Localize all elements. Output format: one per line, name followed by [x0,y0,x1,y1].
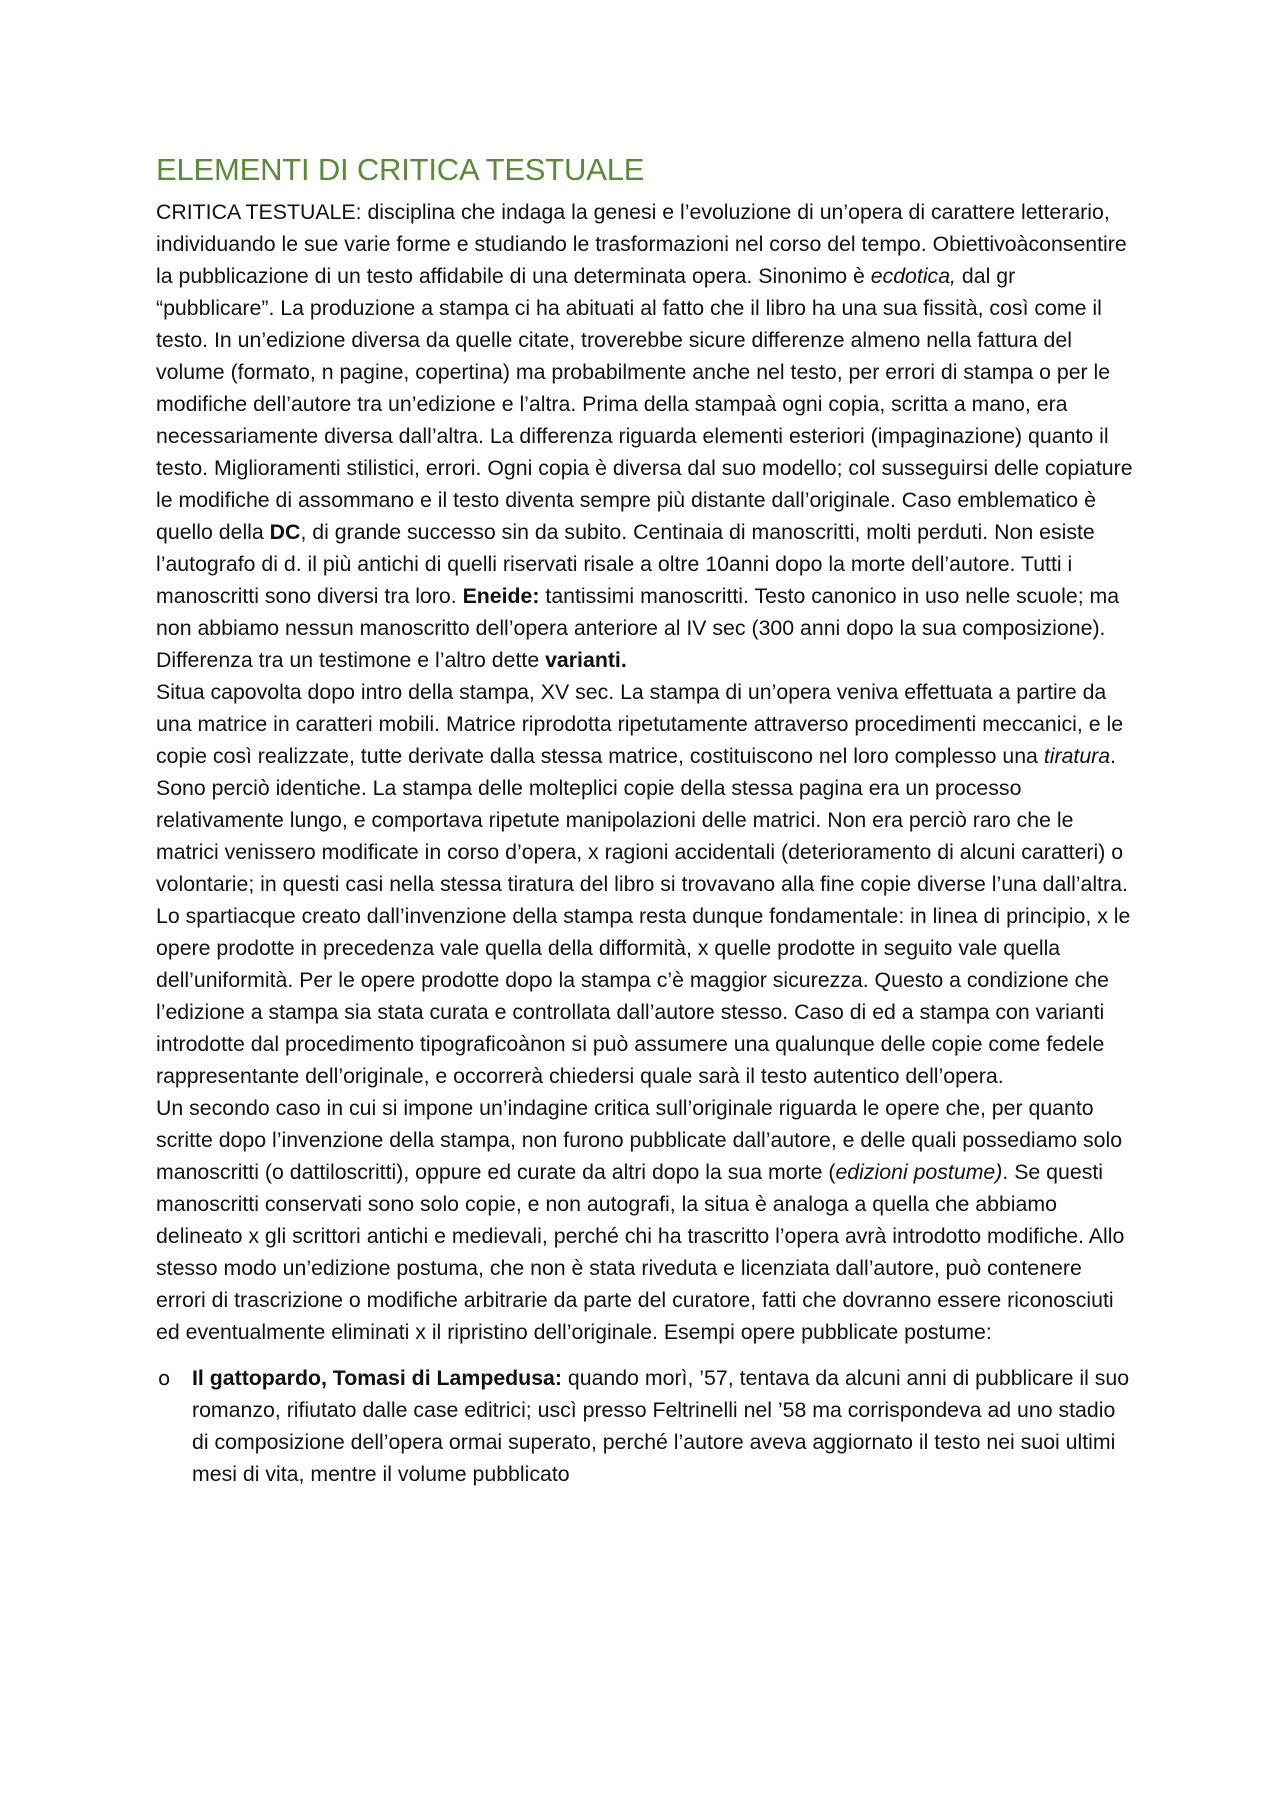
p1-bold-dc: DC [269,520,301,544]
paragraph-2 [156,676,1136,1092]
p1-italic-ecdotica: ecdotica, [870,264,956,288]
paragraph-1 [156,196,1136,676]
p1-bold-eneide: Eneide: [462,584,540,608]
p2-text-1: Situa capovolta dopo intro della stampa, XV sec. La stampa di un’opera veniva effettuata a partire da una matrice in caratteri mobili. Matrice riprodotta ripetutamente attraverso procedimenti meccanici, e le copie così realizzate, tutte derivate dalla stessa matrice, costituiscono nel loro complesso una [156,680,1124,768]
p2-text-2: . Sono perciò identiche. La stampa delle molteplici copie della stessa pagina era un processo relativamente lungo, e comportava ripetute manipolazioni delle matrici. Non era perciò raro che le matrici venissero modificate in corso d’opera, x ragioni accidentali (deterioramento di alcuni caratteri) o volontarie; in questi casi nella stessa tiratura del libro si trovavano alla fine copie diverse l’una dall’altra. Lo spartiacque creato dall’invenzione della stampa resta dunque fondamentale: in linea di principio, x le opere prodotte in precedenza vale quella della difformità, x quelle prodotte in seguito vale quella dell’uniformità. Per le opere prodotte dopo la stampa c’è maggior sicurezza. Questo a condizione che l’edizione a stampa sia stata curata e controllata dall’autore stesso. Caso di ed a stampa con varianti introdotte dal procedimento tipograficoànon si può assumere una qualunque delle copie come fedele rappresentante dell’originale, e occorrerà chiedersi quale sarà il testo autentico dell’opera. [156,744,1131,1088]
page-title: ELEMENTI DI CRITICA TESTUALE [156,152,645,187]
list-item-text: quando morì, ’57, tentava da alcuni anni di pubblicare il suo romanzo, rifiutato dalle case editrici; uscì presso Feltrinelli nel ’58 ma corrispondeva ad uno stadio di composizione dell’opera ormai superato, perché l’autore aveva aggiornato il testo nei suoi ultimi mesi di vita, mentre il volume pubblicato [192,1366,1130,1486]
list-item [156,1362,1136,1490]
hollow-circle-bullet-icon: o [158,1366,171,1390]
p2-italic-tiratura: tiratura [1043,744,1111,768]
p1-text-4: tantissimi manoscritti. Testo canonico in uso nelle scuole; ma non abbiamo nessun manoscritto dell’opera anteriore al IV sec (300 anni dopo la sua composizione). Differenza tra un testimone e l’altro dette [156,584,1120,672]
paragraph-3 [156,1092,1136,1348]
list-item-label: Il gattopardo, Tomasi di Lampedusa: [192,1366,562,1390]
p1-text-2: dal gr “pubblicare”. La produzione a stampa ci ha abituati al fatto che il libro ha una sua fissità, così come il testo. In un’edizione diversa da quelle citate, troverebbe sicure differenze almeno nella fattura del volume (formato, n pagine, copertina) ma probabilmente anche nel testo, per errori di stampa o per le modifiche dell’autore tra un’edizione e l’altra. Prima della stampaà ogni copia, scritta a mano, era necessariamente diversa dall’altra. La differenza riguarda elementi esteriori (impaginazione) quanto il testo. Miglioramenti stilistici, errori. Ogni copia è diversa dal suo modello; col susseguirsi delle copiature le modifiche di assommano e il testo diventa sempre più distante dall’originale. Caso emblematico è quello della [156,264,1133,544]
postumous-works-list [156,1362,1136,1490]
p3-italic-edizioni-postume: edizioni postume) [835,1160,1003,1184]
p1-bold-varianti: varianti. [545,648,627,672]
p1-text-3: , di grande successo sin da subito. Centinaia di manoscritti, molti perduti. Non esiste l’autografo di d. il più antichi di quelli riservati risale a oltre 10anni dopo la morte dell’autore. Tutti i manoscritti sono diversi tra loro. [156,520,1095,608]
p3-text-1: Un secondo caso in cui si impone un’indagine critica sull’originale riguarda le opere che, per quanto scritte dopo l’invenzione della stampa, non furono pubblicate dall’autore, e delle quali possediamo solo manoscritti (o dattiloscritti), oppure ed curate da altri dopo la sua morte ( [156,1096,1123,1184]
document-body [156,150,1136,1490]
p3-text-2: . Se questi manoscritti conservati sono solo copie, e non autografi, la situa è analoga a quella che abbiamo delineato x gli scrittori antichi e medievali, perché chi ha trascritto l’opera avrà introdotto modifiche. Allo stesso modo un’edizione postuma, che non è stata riveduta e licenziata dall’autore, può contenere errori di trascrizione o modifiche arbitrarie da parte del curatore, fatti che dovranno essere riconosciuti ed eventualmente eliminati x il ripristino dell’originale. Esempi opere pubblicate postume: [156,1160,1125,1344]
p1-text-1: CRITICA TESTUALE: disciplina che indaga la genesi e l’evoluzione di un’opera di carattere letterario, individuando le sue varie forme e studiando le trasformazioni nel corso del tempo. Obiettivoàconsentire la pubblicazione di un testo affidabile di una determinata opera. Sinonimo è [156,200,1127,288]
